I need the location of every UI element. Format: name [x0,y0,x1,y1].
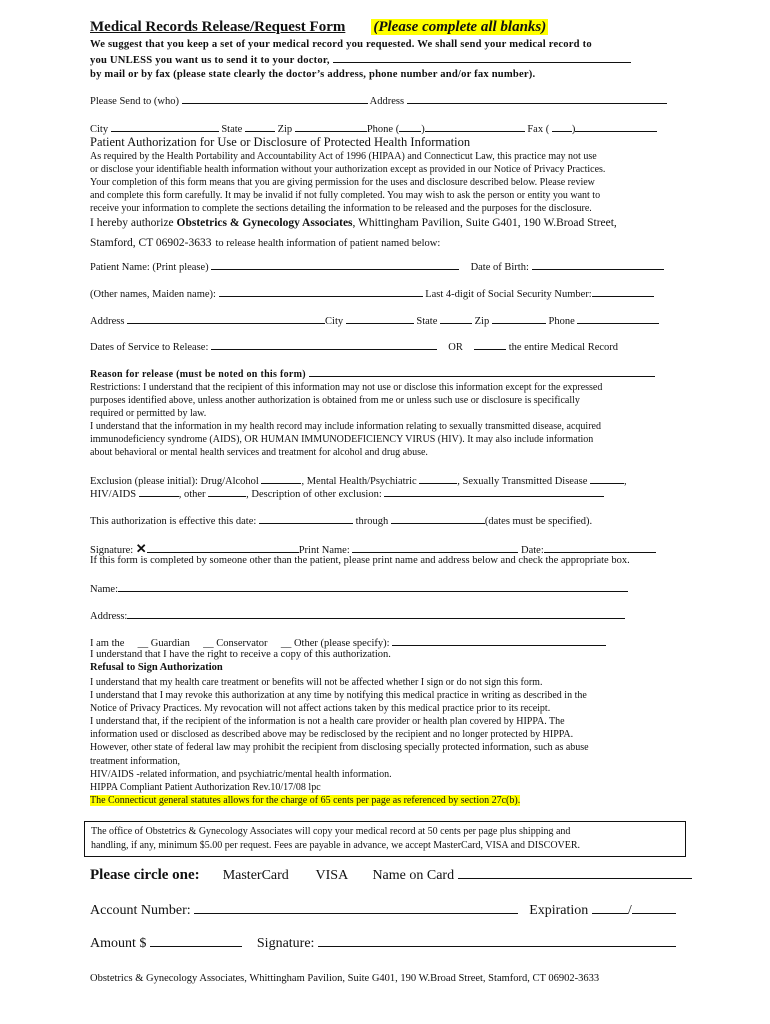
rep-address-field[interactable] [127,609,625,619]
fee-line-2: handling, if any, minimum $5.00 per request. Fees are payable in advance, we accept MasterCard, VISA and DISCOVER. [91,840,581,851]
send-state-label: State [221,124,243,135]
exclusion-hiv-label: HIV/AIDS [90,489,137,500]
send-city-label: City [90,124,109,135]
exclusion-hiv-field[interactable] [139,487,179,497]
patient-state-label: State [416,316,438,327]
intro-line-1: We suggest that you keep a set of your medical record you requested. We shall send your medical record to [90,39,592,50]
payment-signature-field[interactable] [318,935,676,947]
print-name-field[interactable] [352,543,518,553]
exclusion-mental-label: , Mental Health/Psychiatric [301,476,417,487]
or-label: OR [448,342,463,353]
other-names-row [90,287,654,300]
send-address-field[interactable] [407,94,667,104]
patient-zip-label: Zip [474,316,490,327]
intro-line-2-text: you UNLESS you want us to send it to your doctor, [90,55,330,66]
send-fax-field[interactable] [575,122,657,132]
refusal-heading: Refusal to Sign Authorization [90,662,223,673]
patient-address-field[interactable] [127,314,325,324]
auth-heading: Patient Authorization for Use or Disclosure of Protected Health Information [90,135,471,149]
exclusion-description-field[interactable] [384,487,604,497]
patient-city-field[interactable] [346,314,414,324]
send-phone-area-field[interactable] [399,122,421,132]
intro-line-2 [90,53,631,69]
name-on-card-field[interactable] [458,867,692,879]
dates-of-service-label: Dates of Service to Release: [90,342,209,353]
send-phone-label: Phone ( [366,124,400,135]
payment-signature-label: Signature: [256,936,315,951]
sign-date-field[interactable] [544,543,656,553]
account-number-field[interactable] [194,902,518,914]
other-names-label: (Other names, Maiden name): [90,289,216,300]
refusal-line-8: HIV/AIDS -related information, and psychiatric/mental health information. [90,768,392,780]
patient-address-row [90,314,659,327]
entire-record-label: the entire Medical Record [508,342,619,353]
name-on-card-label: Name on Card [372,868,455,883]
send-zip-label: Zip [277,124,293,135]
authorize-suffix: to release health information of patient named below: [215,238,441,249]
practice-address: , Whittingham Pavilion, Suite G401, 190 W.Broad Street, [352,217,617,229]
send-to-row [90,94,667,107]
signature-x-icon: ✕ [135,541,147,556]
patient-phone-label: Phone [548,316,575,327]
restrictions-paragraph [90,381,675,460]
sign-date-label: Date: [521,545,544,556]
rep-name-row [90,582,628,595]
restrictions-line-6: about behavioral or mental health services and treatment for alcohol and drug abuse. [90,447,428,459]
complete-all-note: (Please complete all blanks) [373,19,547,35]
revision-note: HIPPA Compliant Patient Authorization Rev.10/17/08 lpc [90,781,321,793]
conservator-option[interactable]: __ Conservator [203,638,268,649]
send-address-label: Address [369,96,405,107]
practice-name: Obstetrics & Gynecology Associates [176,217,353,229]
authorize-prefix: I hereby authorize [90,217,174,229]
exp-month-field[interactable] [592,902,628,914]
refusal-paragraph [90,676,675,807]
reason-field[interactable] [309,367,655,377]
send-to-label: Please Send to (who) [90,96,179,107]
practice-city: Stamford, CT 06902-3633 [90,237,212,249]
mastercard-option[interactable]: MasterCard [222,868,289,883]
send-zip-field[interactable] [295,122,367,132]
representative-note: If this form is completed by someone other than the patient, please print name and address below and check the appropriate box. [90,555,630,566]
statute-note: The Connecticut general statutes allows for the charge of 65 cents per page as referenced by section 27c(b). [90,794,521,806]
exclusion-drug-label: Exclusion (please initial): Drug/Alcohol [90,476,259,487]
send-fax-label: Fax ( [527,124,550,135]
dob-field[interactable] [532,260,664,270]
restrictions-line-5: immunodeficiency syndrome (AIDS), OR HUMAN IMMUNODEFICIENCY VIRUS (HIV). It may also include information [90,434,594,446]
rep-name-label: Name: [90,584,118,595]
refusal-line-3: Notice of Privacy Practices. My revocation will not affect actions taken by this medical practice prior to its receipt. [90,703,551,715]
effective-start-field[interactable] [259,514,353,524]
patient-zip-field[interactable] [492,314,546,324]
copy-right-note: I understand that I have the right to receive a copy of this authorization. [90,649,391,660]
send-to-field[interactable] [182,94,368,104]
patient-address-label: Address [90,316,125,327]
effective-end-field[interactable] [391,514,485,524]
patient-city-label: City [325,316,344,327]
dates-of-service-row [90,340,618,353]
account-number-label: Account Number: [90,903,191,918]
signature-label: Signature: [90,545,134,556]
exclusion-other-label: , other [178,489,206,500]
signature-field[interactable] [147,543,299,553]
visa-option[interactable]: VISA [315,868,348,883]
exclusion-comma: , [623,476,627,487]
expiration-label: Expiration [529,903,589,918]
restrictions-line-3: required or permitted by law. [90,408,207,420]
other-names-field[interactable] [219,287,423,297]
fee-line-1: The office of Obstetrics & Gynecology Associates will copy your medical record at 50 cents per page plus shipping and [91,826,571,837]
amount-field[interactable] [150,935,242,947]
exclusion-row-2 [90,487,604,500]
patient-name-label: Patient Name: (Print please) [90,262,209,273]
amount-row [90,935,676,952]
rep-name-field[interactable] [118,582,628,592]
exclusion-other-field[interactable] [208,487,246,497]
exclusion-row-1 [90,474,627,487]
refusal-line-4: I understand that, if the recipient of the information is not a health care provider or health plan covered by HIPPA. The [90,716,565,728]
intro-line-3: by mail or by fax (please state clearly the doctor’s address, phone number and/or fax number). [90,69,536,80]
entire-record-checkbox[interactable] [474,340,506,350]
refusal-line-2: I understand that I may revoke this authorization at any time by notifying this medical practice in writing as described in the [90,690,587,702]
send-fax-area-field[interactable] [552,122,572,132]
patient-name-row [90,260,664,273]
authorize-line-2 [90,233,440,251]
payment-row [90,867,692,884]
auth-paragraph [90,150,675,215]
exclusion-drug-field[interactable] [261,474,301,484]
exclusion-description-label: , Description of other exclusion: [246,489,382,500]
restrictions-line-4: I understand that the information in my health record may include information relating to sexually transmitted disease, acquired [90,421,601,433]
auth-line-1: As required by the Health Portability and Accountability Act of 1996 (HIPAA) and Connecticut Law, this practice may not use [90,151,597,162]
refusal-line-1: I understand that my health care treatment or benefits will not be affected whether I sign or do not sign this form. [90,677,543,688]
through-label: through [355,516,389,527]
auth-line-5: receive your information to complete the sections detailing the information to be released and the purposes for the disclosure. [90,203,592,215]
refusal-line-7: treatment information, [90,755,180,767]
ssn-field[interactable] [592,287,654,297]
amount-label: Amount $ [90,936,147,951]
dob-label: Date of Birth: [470,262,529,273]
patient-phone-field[interactable] [577,314,659,324]
form-title: Medical Records Release/Request Form [90,19,346,35]
refusal-line-5: information used or disclosed as described above may be redisclosed by the recipient and no longer protected by HIPPA. [90,729,574,741]
circle-one-label: Please circle one: [90,867,200,883]
other-relation-field[interactable] [392,636,606,646]
reason-row [90,367,655,380]
auth-line-4: and complete this form carefully. It may be invalid if not fully completed. You may wish to ask the person or entity you want to [90,190,601,202]
authorize-line-1 [90,217,617,229]
ssn-label: Last 4-digit of Social Security Number: [425,289,592,300]
refusal-line-6: However, other state of federal law may prohibit the recipient from disclosing specially protected information, such as abuse [90,742,589,754]
other-option[interactable]: __ Other (please specify): [280,638,390,649]
send-state-field[interactable] [245,122,275,132]
effective-row [90,514,592,527]
effective-label: This authorization is effective this date: [90,516,257,527]
exclusion-std-field[interactable] [590,474,624,484]
footer-address: Obstetrics & Gynecology Associates, Whittingham Pavilion, Suite G401, 190 W.Broad Street, Stamford, CT 06902-3633 [90,973,600,984]
doctor-name-field[interactable] [333,53,631,63]
patient-state-field[interactable] [440,314,472,324]
dates-of-service-field[interactable] [211,340,437,350]
exp-separator: / [627,903,632,918]
restrictions-line-2: purposes identified above, unless another authorization is obtained from me or unless such use or disclosure is specifically [90,395,580,407]
rep-address-label: Address: [90,611,128,622]
send-phone-close: ) [421,124,425,135]
fee-text [91,825,679,853]
exp-year-field[interactable] [632,902,676,914]
rep-address-row [90,609,625,622]
restrictions-line-1: Restrictions: I understand that the recipient of this information may not use or disclose this information except for the expressed [90,382,603,393]
fee-box [84,821,686,857]
i-am-label: I am the [90,638,125,649]
send-city-field[interactable] [111,122,219,132]
form-header [90,18,548,36]
print-name-label: Print Name: [298,545,350,556]
dates-specified-label: (dates must be specified). [484,516,593,527]
reason-heading: Reason for release (must be noted on this form) [90,369,306,380]
exclusion-std-label: , Sexually Transmitted Disease [457,476,588,487]
account-row [90,902,676,919]
patient-name-field[interactable] [211,260,459,270]
exclusion-mental-field[interactable] [419,474,457,484]
send-city-row [90,122,657,135]
relation-row [90,636,606,649]
auth-line-2: or disclose your identifiable health information without your authorization except as provided in our Notice of Privacy Practices. [90,164,606,176]
send-phone-field[interactable] [425,122,525,132]
auth-line-3: Your completion of this form means that you are giving permission for the uses and disclosure described below. Please review [90,177,595,189]
send-fax-close: ) [571,124,576,135]
guardian-option[interactable]: __ Guardian [137,638,190,649]
